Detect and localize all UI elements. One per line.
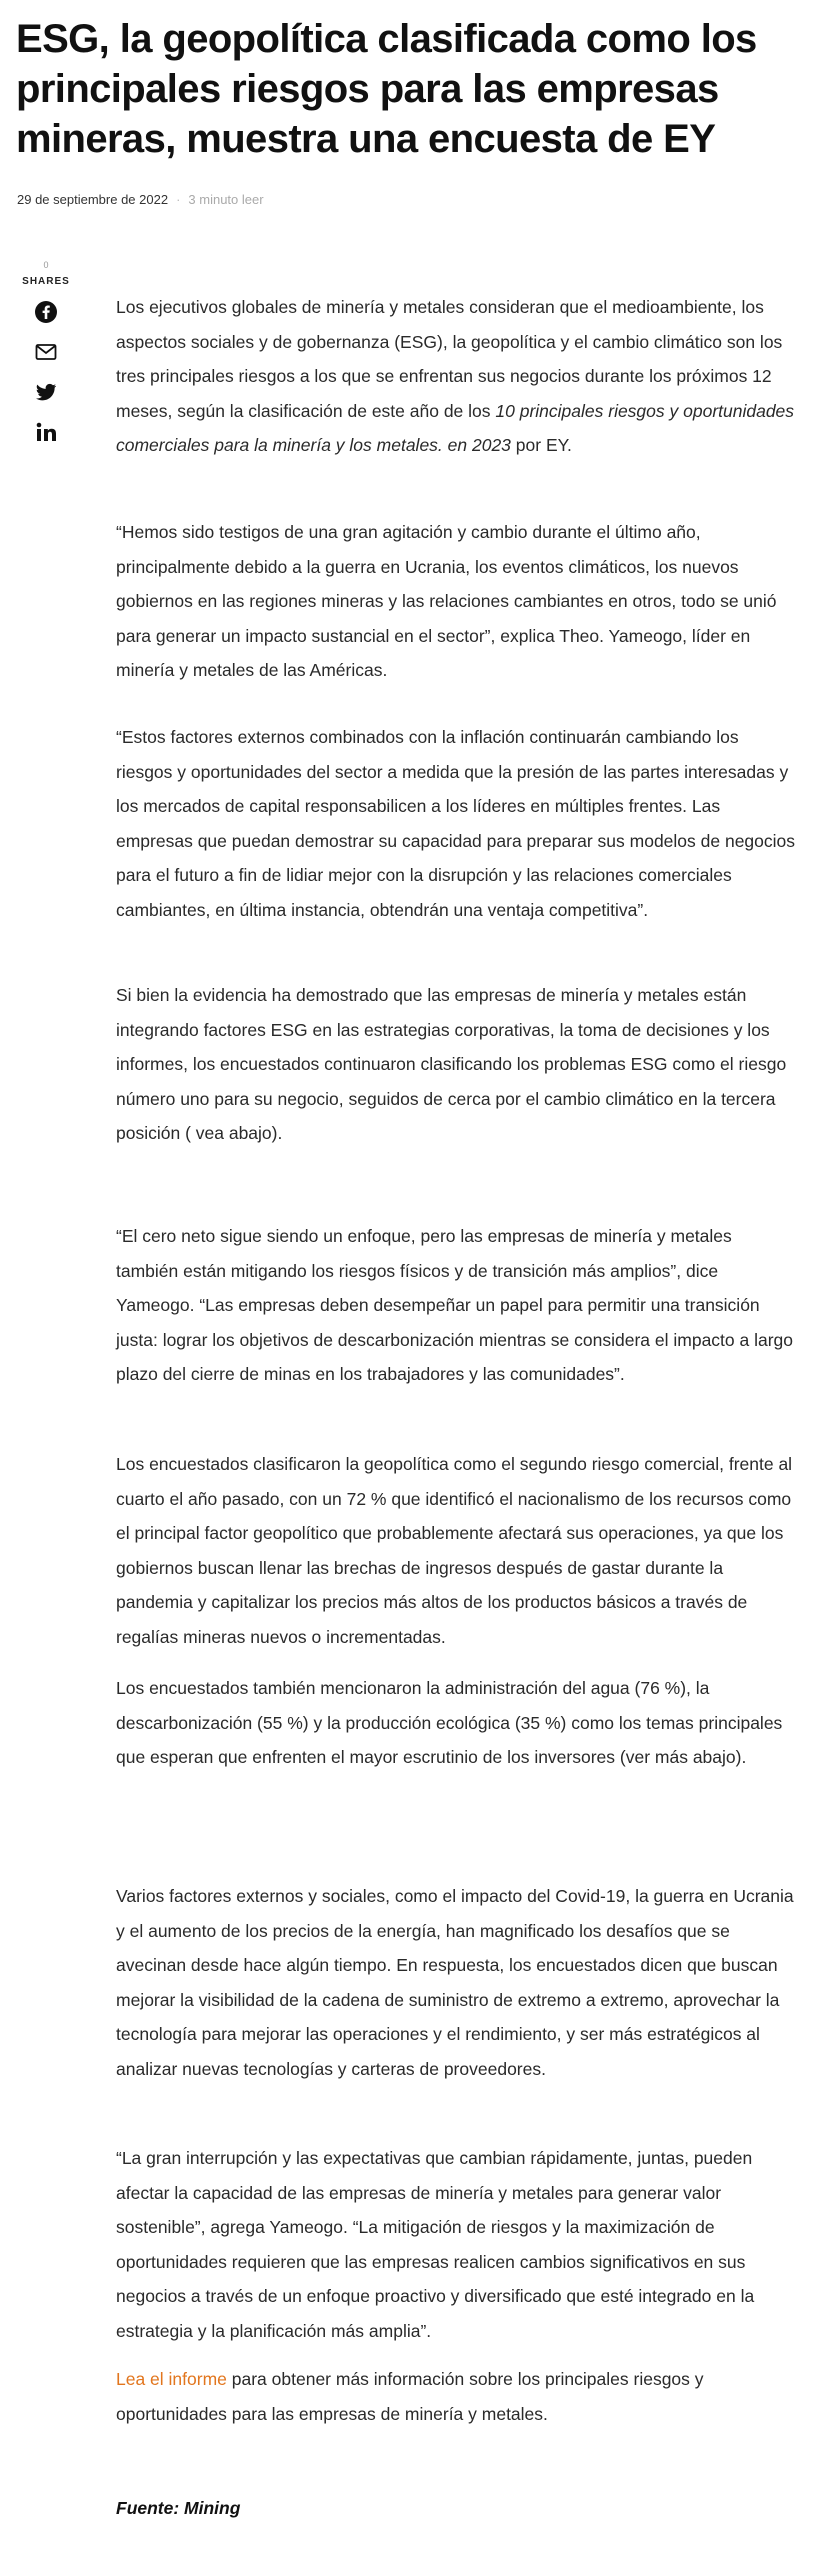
p1-text-b: por EY. bbox=[510, 435, 572, 455]
linkedin-icon[interactable] bbox=[31, 417, 61, 447]
article-date: 29 de septiembre de 2022 bbox=[17, 192, 169, 207]
p1-text-a: Los ejecutivos globales de minería y metales consideran que el medioambiente, los aspectos sociales y de gobernanza (ESG), la geopolítica y el cambio climático son los tres principales riesgos a los que se enfrentan sus negocios durante los próximos 12 meses, según la clasificación de este año de los bbox=[116, 297, 783, 421]
source-credit: Fuente: Mining bbox=[116, 2498, 241, 2518]
paragraph-2: “Hemos sido testigos de una gran agitación y cambio durante el último año, principalmente debido a la guerra en Ucrania, los eventos climáticos, los nuevos gobiernos en las regiones mineras y las relaciones cambiantes en otros, todo se unió para generar un impacto sustancial en el sector”, explica Theo. Yameogo, líder en minería y metales de las Américas. bbox=[116, 522, 777, 680]
paragraph-6: Los encuestados clasificaron la geopolítica como el segundo riesgo comercial, frente al cuarto el año pasado, con un 72 % que identificó el nacionalismo de los recursos como el principal factor geopolítico que probablemente afectará sus operaciones, ya que los gobiernos buscan llenar las brechas de ingresos después de gastar durante la pandemia y capitalizar los precios más altos de los productos básicos a través de regalías mineras nuevos o incrementadas. bbox=[116, 1454, 793, 1647]
paragraph-8: Varios factores externos y sociales, como el impacto del Covid-19, la guerra en Ucrania y el aumento de los precios de la energía, han magnificado los desafíos que se avecinan desde hace algún tiempo. En respuesta, los encuestados dicen que buscan mejorar la visibilidad de la cadena de suministro de extremo a extremo, aprovechar la tecnología para mejorar las operaciones y el rendimiento, y ser más estratégicos al analizar nuevas tecnologías y carteras de proveedores. bbox=[116, 1886, 794, 2079]
paragraph-7: Los encuestados también mencionaron la administración del agua (76 %), la descarbonización (55 %) y la producción ecológica (35 %) como los temas principales que esperan que enfrenten el mayor escrutinio de los inversores (ver más abajo). bbox=[116, 1678, 783, 1767]
meta-separator: · bbox=[176, 192, 181, 207]
share-sidebar bbox=[14, 258, 78, 447]
paragraph-9: “La gran interrupción y las expectativas que cambian rápidamente, juntas, pueden afectar la capacidad de las empresas de minería y metales para generar valor sostenible”, agrega Yameogo. “La mitigación de riesgos y la maximización de oportunidades requieren que las empresas realicen cambios significativos en sus negocios a través de un enfoque proactivo y diversificado que esté integrado en la estrategia y la planificación más amplia”. bbox=[116, 2148, 755, 2341]
share-label: SHARES bbox=[22, 276, 70, 287]
read-report-link[interactable]: Lea el informe bbox=[116, 2369, 227, 2389]
article-title: ESG, la geopolítica clasificada como los principales riesgos para las empresas mineras, muestra una encuesta de EY bbox=[16, 17, 757, 161]
article-meta bbox=[17, 192, 264, 207]
p10-text: para obtener más información sobre los principales riesgos y oportunidades para las empresas de minería y metales. bbox=[116, 2369, 704, 2424]
share-count: 0 bbox=[43, 260, 49, 270]
paragraph-3: “Estos factores externos combinados con la inflación continuarán cambiando los riesgos y oportunidades del sector a medida que la presión de las partes interesadas y los mercados de capital responsabilicen a los líderes en múltiples frentes. Las empresas que puedan demostrar su capacidad para preparar sus modelos de negocios para el futuro a fin de lidiar mejor con la disrupción y las relaciones comerciales cambiantes, en última instancia, obtendrán una ventaja competitiva”. bbox=[116, 727, 796, 920]
facebook-icon[interactable] bbox=[31, 297, 61, 327]
paragraph-10 bbox=[116, 2362, 798, 2431]
email-icon[interactable] bbox=[31, 337, 61, 367]
twitter-icon[interactable] bbox=[31, 377, 61, 407]
paragraph-1 bbox=[116, 290, 798, 463]
paragraph-5: “El cero neto sigue siendo un enfoque, pero las empresas de minería y metales también están mitigando los riesgos físicos y de transición más amplios”, dice Yameogo. “Las empresas deben desempeñar un papel para permitir una transición justa: lograr los objetivos de descarbonización mientras se considera el impacto a largo plazo del cierre de minas en los trabajadores y las comunidades”. bbox=[116, 1226, 794, 1384]
paragraph-4: Si bien la evidencia ha demostrado que las empresas de minería y metales están integrando factores ESG en las estrategias corporativas, la toma de decisiones y los informes, los encuestados continuaron clasificando los problemas ESG como el riesgo número uno para su negocio, seguidos de cerca por el cambio climático en la tercera posición ( vea abajo). bbox=[116, 985, 787, 1143]
report-title-italic: 10 principales riesgos y oportunidades comerciales para la minería y los metales. en 2023 bbox=[116, 400, 795, 455]
read-time: 3 minuto leer bbox=[188, 192, 264, 207]
